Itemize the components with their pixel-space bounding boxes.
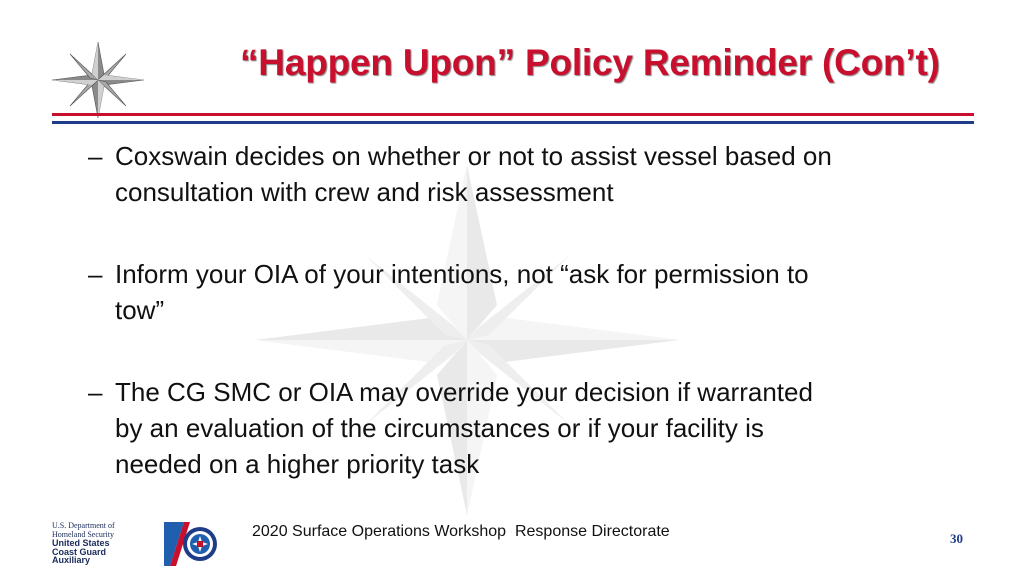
bullet-dash: – bbox=[88, 377, 103, 407]
bullet-dash: – bbox=[88, 259, 103, 289]
footer-text: 2020 Surface Operations Workshop Response Directorate bbox=[252, 523, 670, 540]
bullet-line: The CG SMC or OIA may override your decision if warranted bbox=[115, 377, 813, 407]
bullet-line: tow” bbox=[115, 295, 165, 325]
bullet-line: needed on a higher priority task bbox=[115, 449, 480, 479]
bullet-list bbox=[88, 138, 958, 482]
page-number: 30 bbox=[950, 531, 963, 546]
bullet-line: Coxswain decides on whether or not to assist vessel based on bbox=[115, 141, 832, 171]
bullet-line: consultation with crew and risk assessment bbox=[115, 177, 614, 207]
footer-logo bbox=[52, 522, 222, 566]
org-line: Homeland Security bbox=[52, 529, 114, 539]
organization-name bbox=[52, 522, 144, 565]
bullet-item bbox=[88, 374, 958, 482]
bullet-item bbox=[88, 256, 958, 328]
org-line: United States bbox=[52, 538, 110, 548]
bullet-dash: – bbox=[88, 141, 103, 171]
coast-guard-auxiliary-seal-icon bbox=[164, 522, 220, 566]
compass-star-icon bbox=[48, 40, 148, 120]
bullet-line: by an evaluation of the circumstances or if your facility is bbox=[115, 413, 764, 443]
bullet-line: Inform your OIA of your intentions, not “ask for permission to bbox=[115, 259, 809, 289]
title-rule-red bbox=[52, 113, 974, 116]
title-rule-blue bbox=[52, 121, 974, 124]
slide-title: “Happen Upon” Policy Reminder (Con’t) bbox=[240, 42, 940, 83]
bullet-item bbox=[88, 138, 958, 210]
org-line: Coast Guard bbox=[52, 546, 107, 557]
org-line: U.S. Department of bbox=[52, 521, 115, 530]
org-line: Auxiliary bbox=[52, 555, 91, 565]
